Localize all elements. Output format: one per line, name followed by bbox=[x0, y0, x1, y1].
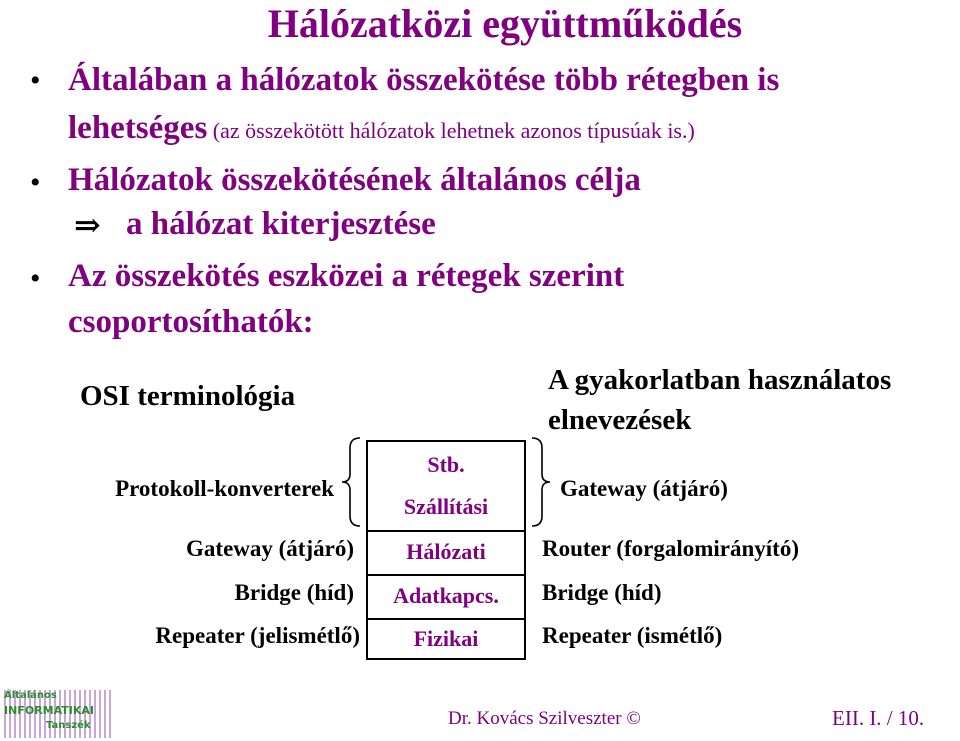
layer-upper bbox=[366, 440, 526, 532]
logo-line1: Általános bbox=[4, 690, 57, 701]
left-label-protokoll: Protokoll-konverterek bbox=[115, 476, 334, 501]
right-brace-icon bbox=[528, 436, 554, 528]
practice-header-line2: elnevezések bbox=[548, 404, 692, 436]
right-label-bridge: Bridge (híd) bbox=[542, 580, 662, 605]
footer-page-number: EII. I. / 10. bbox=[832, 706, 925, 730]
layer-adatkapcs: Adatkapcs. bbox=[366, 574, 526, 618]
left-label-repeater: Repeater (jelismétlő) bbox=[155, 623, 360, 648]
department-logo bbox=[4, 690, 112, 738]
footer-author: Dr. Kovács Szilveszter © bbox=[448, 708, 641, 729]
bullet-1-main-word: lehetséges bbox=[68, 110, 208, 146]
bullet-2-line2: a hálózat kiterjesztése bbox=[126, 206, 436, 242]
left-label-bridge: Bridge (híd) bbox=[234, 580, 354, 605]
layer-szallitasi: Szállítási bbox=[403, 494, 489, 519]
layer-stb: Stb. bbox=[427, 452, 465, 477]
practice-header-line1: A gyakorlatban használatos bbox=[548, 364, 892, 396]
right-label-repeater: Repeater (ismétlő) bbox=[542, 623, 723, 648]
layer-halozati: Hálózati bbox=[366, 530, 526, 574]
slide-title: Hálózatközi együttműködés bbox=[267, 1, 743, 46]
bullet-1-line1: Általában a hálózatok összekötése több rétegben is bbox=[68, 62, 780, 98]
right-label-router: Router (forgalomirányító) bbox=[542, 536, 799, 561]
logo-line3: Tanszék bbox=[46, 720, 91, 731]
bullet-3-line1: Az összekötés eszközei a rétegek szerint bbox=[68, 258, 625, 294]
osi-header: OSI terminológia bbox=[80, 380, 296, 412]
bullet-1-line2 bbox=[68, 110, 695, 147]
layer-fizikai: Fizikai bbox=[366, 618, 526, 660]
right-label-gateway: Gateway (átjáró) bbox=[560, 476, 728, 501]
bullet-1-dot: • bbox=[30, 64, 41, 97]
left-label-gateway: Gateway (átjáró) bbox=[186, 536, 354, 561]
bullet-1-paren: (az összekötött hálózatok lehetnek azonos típusúak is.) bbox=[207, 118, 695, 143]
bullet-3-dot: • bbox=[30, 262, 41, 295]
left-brace-icon bbox=[338, 436, 364, 528]
implies-arrow-icon: ⇒ bbox=[74, 207, 101, 243]
logo-line2: INFORMATIKAI bbox=[4, 704, 94, 717]
bullet-2-line1: Hálózatok összekötésének általános célja bbox=[68, 162, 641, 198]
bullet-2-dot: • bbox=[30, 166, 41, 199]
bullet-3-line2: csoportosíthatók: bbox=[68, 304, 314, 340]
